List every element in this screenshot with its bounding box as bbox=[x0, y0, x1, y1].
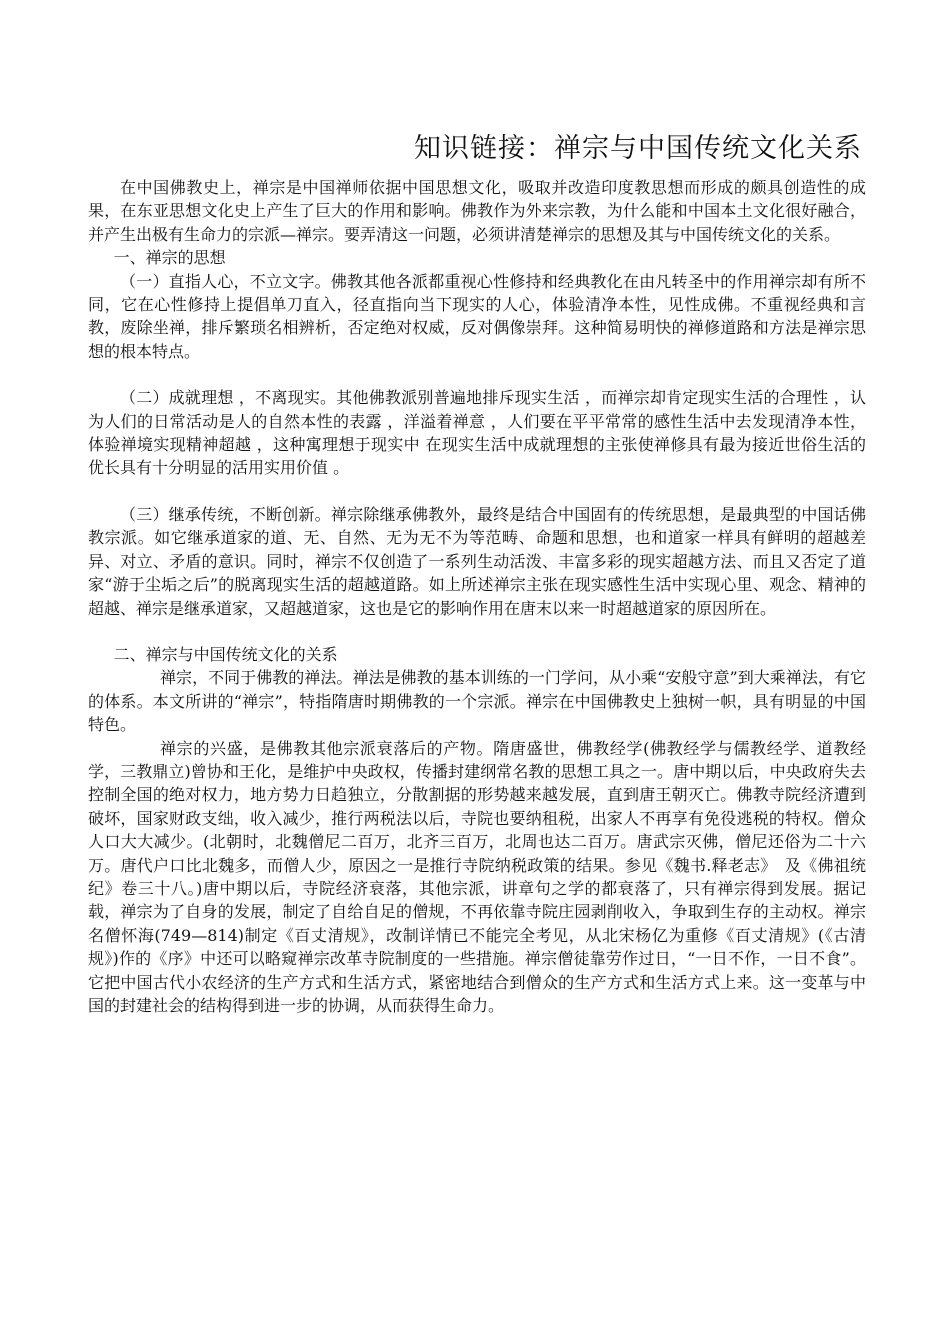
section-1-paragraph-2: （二）成就理想 ，不离现实。其他佛教派别普遍地排斥现实生活 ，而禅宗却肯定现实生活的合理性 ，认为人们的日常活动是人的自然本性的表露 ，洋溢着禅意 ，人们要在平平常常的感性生活中去发现清净本性，体验禅境实现精神超越 ，这种寓理想于现实中 在现实生活中成就理想的主张使禅修具有最为接近世俗生活的优长具有十分明显的活用实用价值 。 bbox=[88, 388, 866, 478]
paragraph-gap bbox=[88, 363, 866, 386]
paragraph-gap bbox=[88, 480, 866, 503]
paragraph-gap bbox=[88, 620, 866, 643]
section-1-paragraph-3: （三）继承传统，不断创新。禅宗除继承佛教外，最终是结合中国固有的传统思想，是最典型的中国话佛教宗派。如它继承道家的道、无、自然、无为无不为等范畴、命题和思想，也和道家一样具有鲜明的超越差异、对立、矛盾的意识。同时，禅宗不仅创造了一系列生动活泼、丰富多彩的现实超越方法、而且又否定了道家“游于尘垢之后”的脱离现实生活的超越道路。如上所述禅宗主张在现实感性生活中实现心里、观念、精神的超越、禅宗是继承道家，又超越道家，这也是它的影响作用在唐末以来一时超越道家的原因所在。 bbox=[88, 504, 866, 618]
document-title: 知识链接：禅宗与中国传统文化关系 bbox=[414, 133, 862, 164]
section-1-paragraph-1: （一）直指人心，不立文字。佛教其他各派都重视心性修持和经典教化在由凡转圣中的作用禅宗却有所不同，它在心性修持上提倡单刀直入，径直指向当下现实的人心，体验清净本性，见性成佛。不重视经典和言教，废除坐禅，排斥繁琐名相辨析，否定绝对权威，反对偶像崇拜。这种简易明快的禅修道路和方法是禅宗思想的根本特点。 bbox=[88, 271, 866, 361]
section-2-paragraph-1: 禅宗，不同于佛教的禅法。禅法是佛教的基本训练的一门学问，从小乘“安般守意”到大乘禅法，有它的体系。本文所讲的“禅宗”，特指隋唐时期佛教的一个宗派。禅宗在中国佛教史上独树一帜，具有明显的中国特色。 bbox=[88, 668, 866, 735]
intro-paragraph: 在中国佛教史上，禅宗是中国禅师依据中国思想文化，吸取并改造印度教思想而形成的颇具创造性的成果，在东亚思想文化史上产生了巨大的作用和影响。佛教作为外来宗教，为什么能和中国本土文化很好融合，并产生出极有生命力的宗派—禅宗。要弄清这一问题，必须讲清楚禅宗的思想及其与中国传统文化的关系。 bbox=[88, 178, 866, 244]
document-page bbox=[88, 130, 866, 1017]
section-1-heading: 一、禅宗的思想 bbox=[113, 248, 226, 268]
section-2-paragraph-2: 禅宗的兴盛，是佛教其他宗派衰落后的产物。隋唐盛世，佛教经学(佛教经学与儒教经学、道教经学，三教鼎立)曾协和王化，是维护中央政权，传播封建纲常名教的思想工具之一。唐中期以后，中央政府失去控制全国的绝对权力，地方势力日趋独立，分散割据的形势越来越发展，直到唐王朝灭亡。佛教寺院经济遭到破坏，国家财政支绌，收入减少，推行两税法以后，寺院也要纳租税，出家人不再享有免役逃税的特权。僧众人口大大减少。(北朝时，北魏僧尼二百万，北齐三百万，北周也达二百万。唐武宗灭佛，僧尼还俗为二十六万。唐代户口比北魏多，而僧人少，原因之一是推行寺院纳税政策的结果。参见《魏书.释老志》 及《佛祖统纪》卷三十八。)唐中期以后，寺院经济衰落，其他宗派，讲章句之学的都衰落了，只有禅宗得到发展。据记载，禅宗为了自身的发展，制定了自给自足的僧规，不再依靠寺院庄园剥削收入，争取到生存的主动权。禅宗名僧怀海(749—814)制定《百丈清规》，改制详情已不能完全考见，从北宋杨亿为重修《百丈清规》(《古清规》)作的《序》中还可以略窥禅宗改革寺院制度的一些措施。禅宗僧徒靠劳作过日，“一日不作，一日不食”。它把中国古代小农经济的生产方式和生活方式，紧密地结合到僧众的生产方式和生活方式上来。这一变革与中国的封建社会的结构得到进一步的协调，从而获得生命力。 bbox=[88, 738, 866, 1015]
section-2-heading: 二、禅宗与中国传统文化的关系 bbox=[113, 644, 338, 664]
